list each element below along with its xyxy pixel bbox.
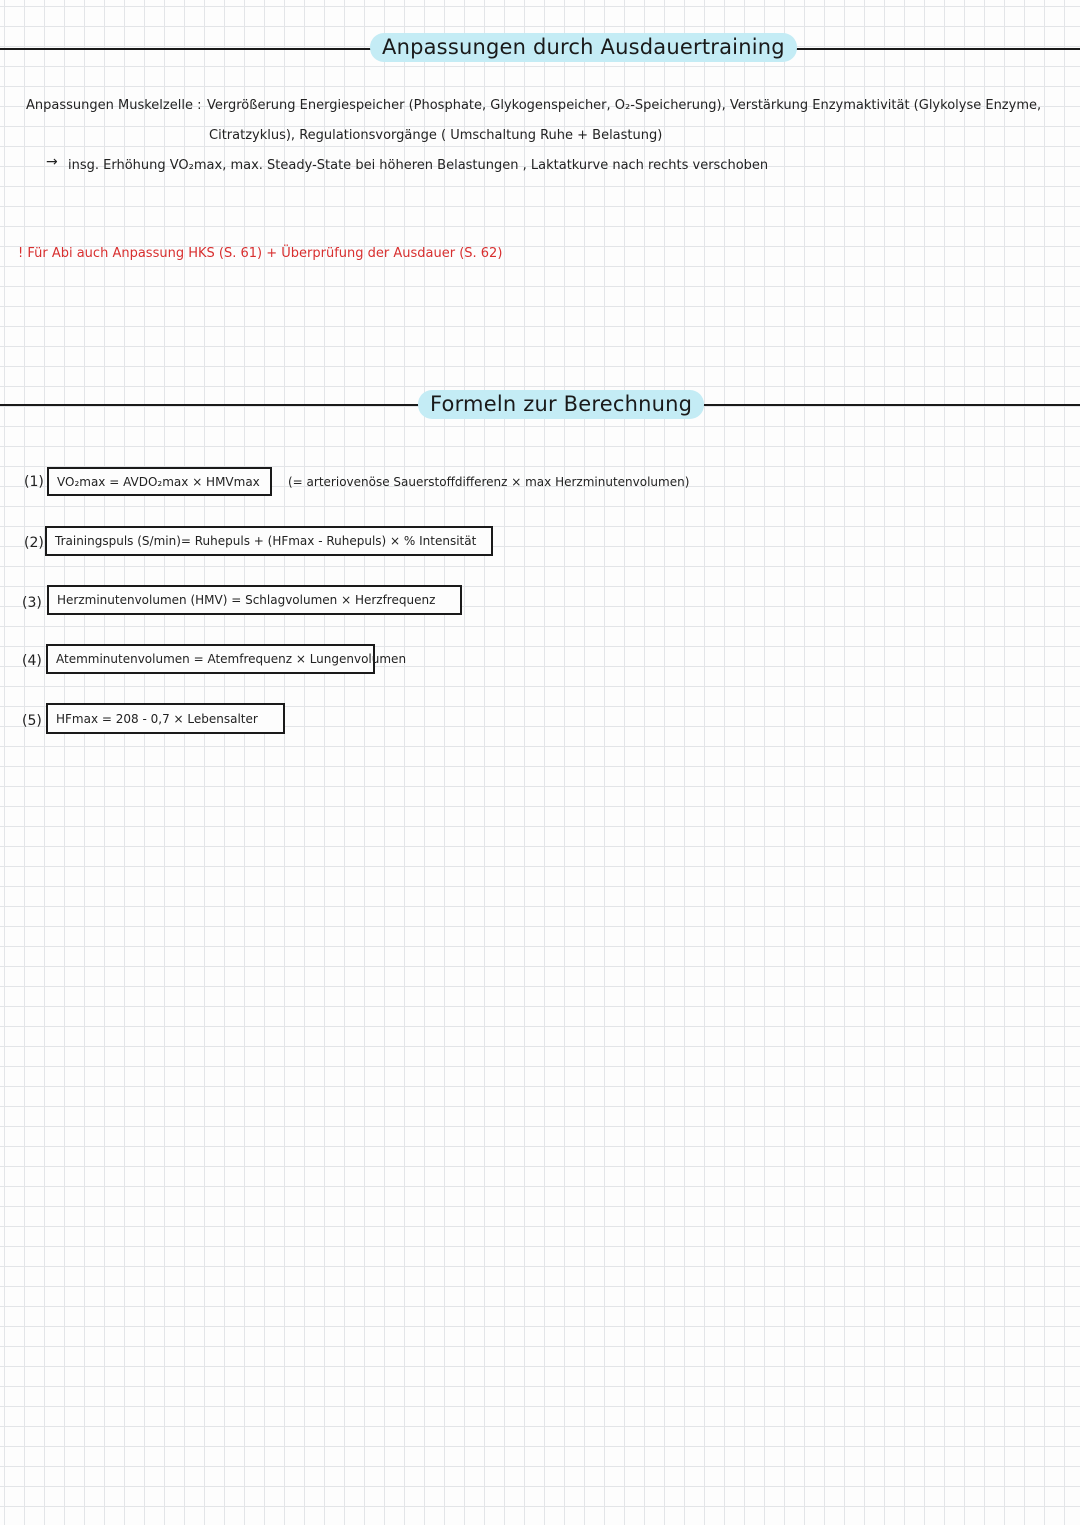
formula-number: (3) [22, 595, 42, 611]
formula-box [45, 526, 493, 556]
muskelzelle-label: Anpassungen Muskelzelle : [26, 98, 202, 113]
formula-number: (4) [22, 653, 42, 669]
section2-title: Formeln zur Berechnung [418, 390, 704, 419]
formula-note: (= arteriovenöse Sauerstoffdifferenz × max Herzminutenvolumen) [288, 475, 690, 489]
formula-box [46, 703, 285, 734]
formula-text: HFmax = 208 - 0,7 × Lebensalter [56, 711, 258, 726]
formula-text: Herzminutenvolumen (HMV) = Schlagvolumen × Herzfrequenz [57, 593, 436, 607]
formula-text: Atemminutenvolumen = Atemfrequenz × Lungenvolumen [56, 652, 407, 666]
formula-box [47, 585, 462, 615]
formula-box [47, 467, 272, 496]
formula-number: (1) [24, 474, 44, 490]
result-line: insg. Erhöhung VO₂max, max. Steady-State bei höheren Belastungen , Laktatkurve nach rechts verschoben [68, 158, 769, 173]
muskelzelle-line1: Vergrößerung Energiespeicher (Phosphate, Glykogenspeicher, O₂-Speicherung), Verstärkung Enzymaktivität (Glykolyse Enzyme, [207, 98, 1042, 113]
section2-divider-left [0, 404, 424, 406]
section2-divider-right [640, 404, 1080, 406]
formula-number: (2) [24, 535, 44, 551]
formula-text: VO₂max = AVDO₂max × HMVmax [57, 474, 260, 489]
formula-number: (5) [22, 713, 42, 729]
section1-divider-left [0, 48, 372, 50]
section1-title: Anpassungen durch Ausdauertraining [370, 33, 797, 62]
formula-box [46, 644, 407, 674]
arrow-icon: → [46, 154, 58, 170]
muskelzelle-line2: Citratzyklus), Regulationsvorgänge ( Umschaltung Ruhe + Belastung) [209, 128, 663, 143]
formula-text: Trainingspuls (S/min)= Ruhepuls + (HFmax - Ruhepuls) × % Intensität [55, 534, 477, 548]
exam-note: ! Für Abi auch Anpassung HKS (S. 61) + Überprüfung der Ausdauer (S. 62) [18, 246, 503, 261]
